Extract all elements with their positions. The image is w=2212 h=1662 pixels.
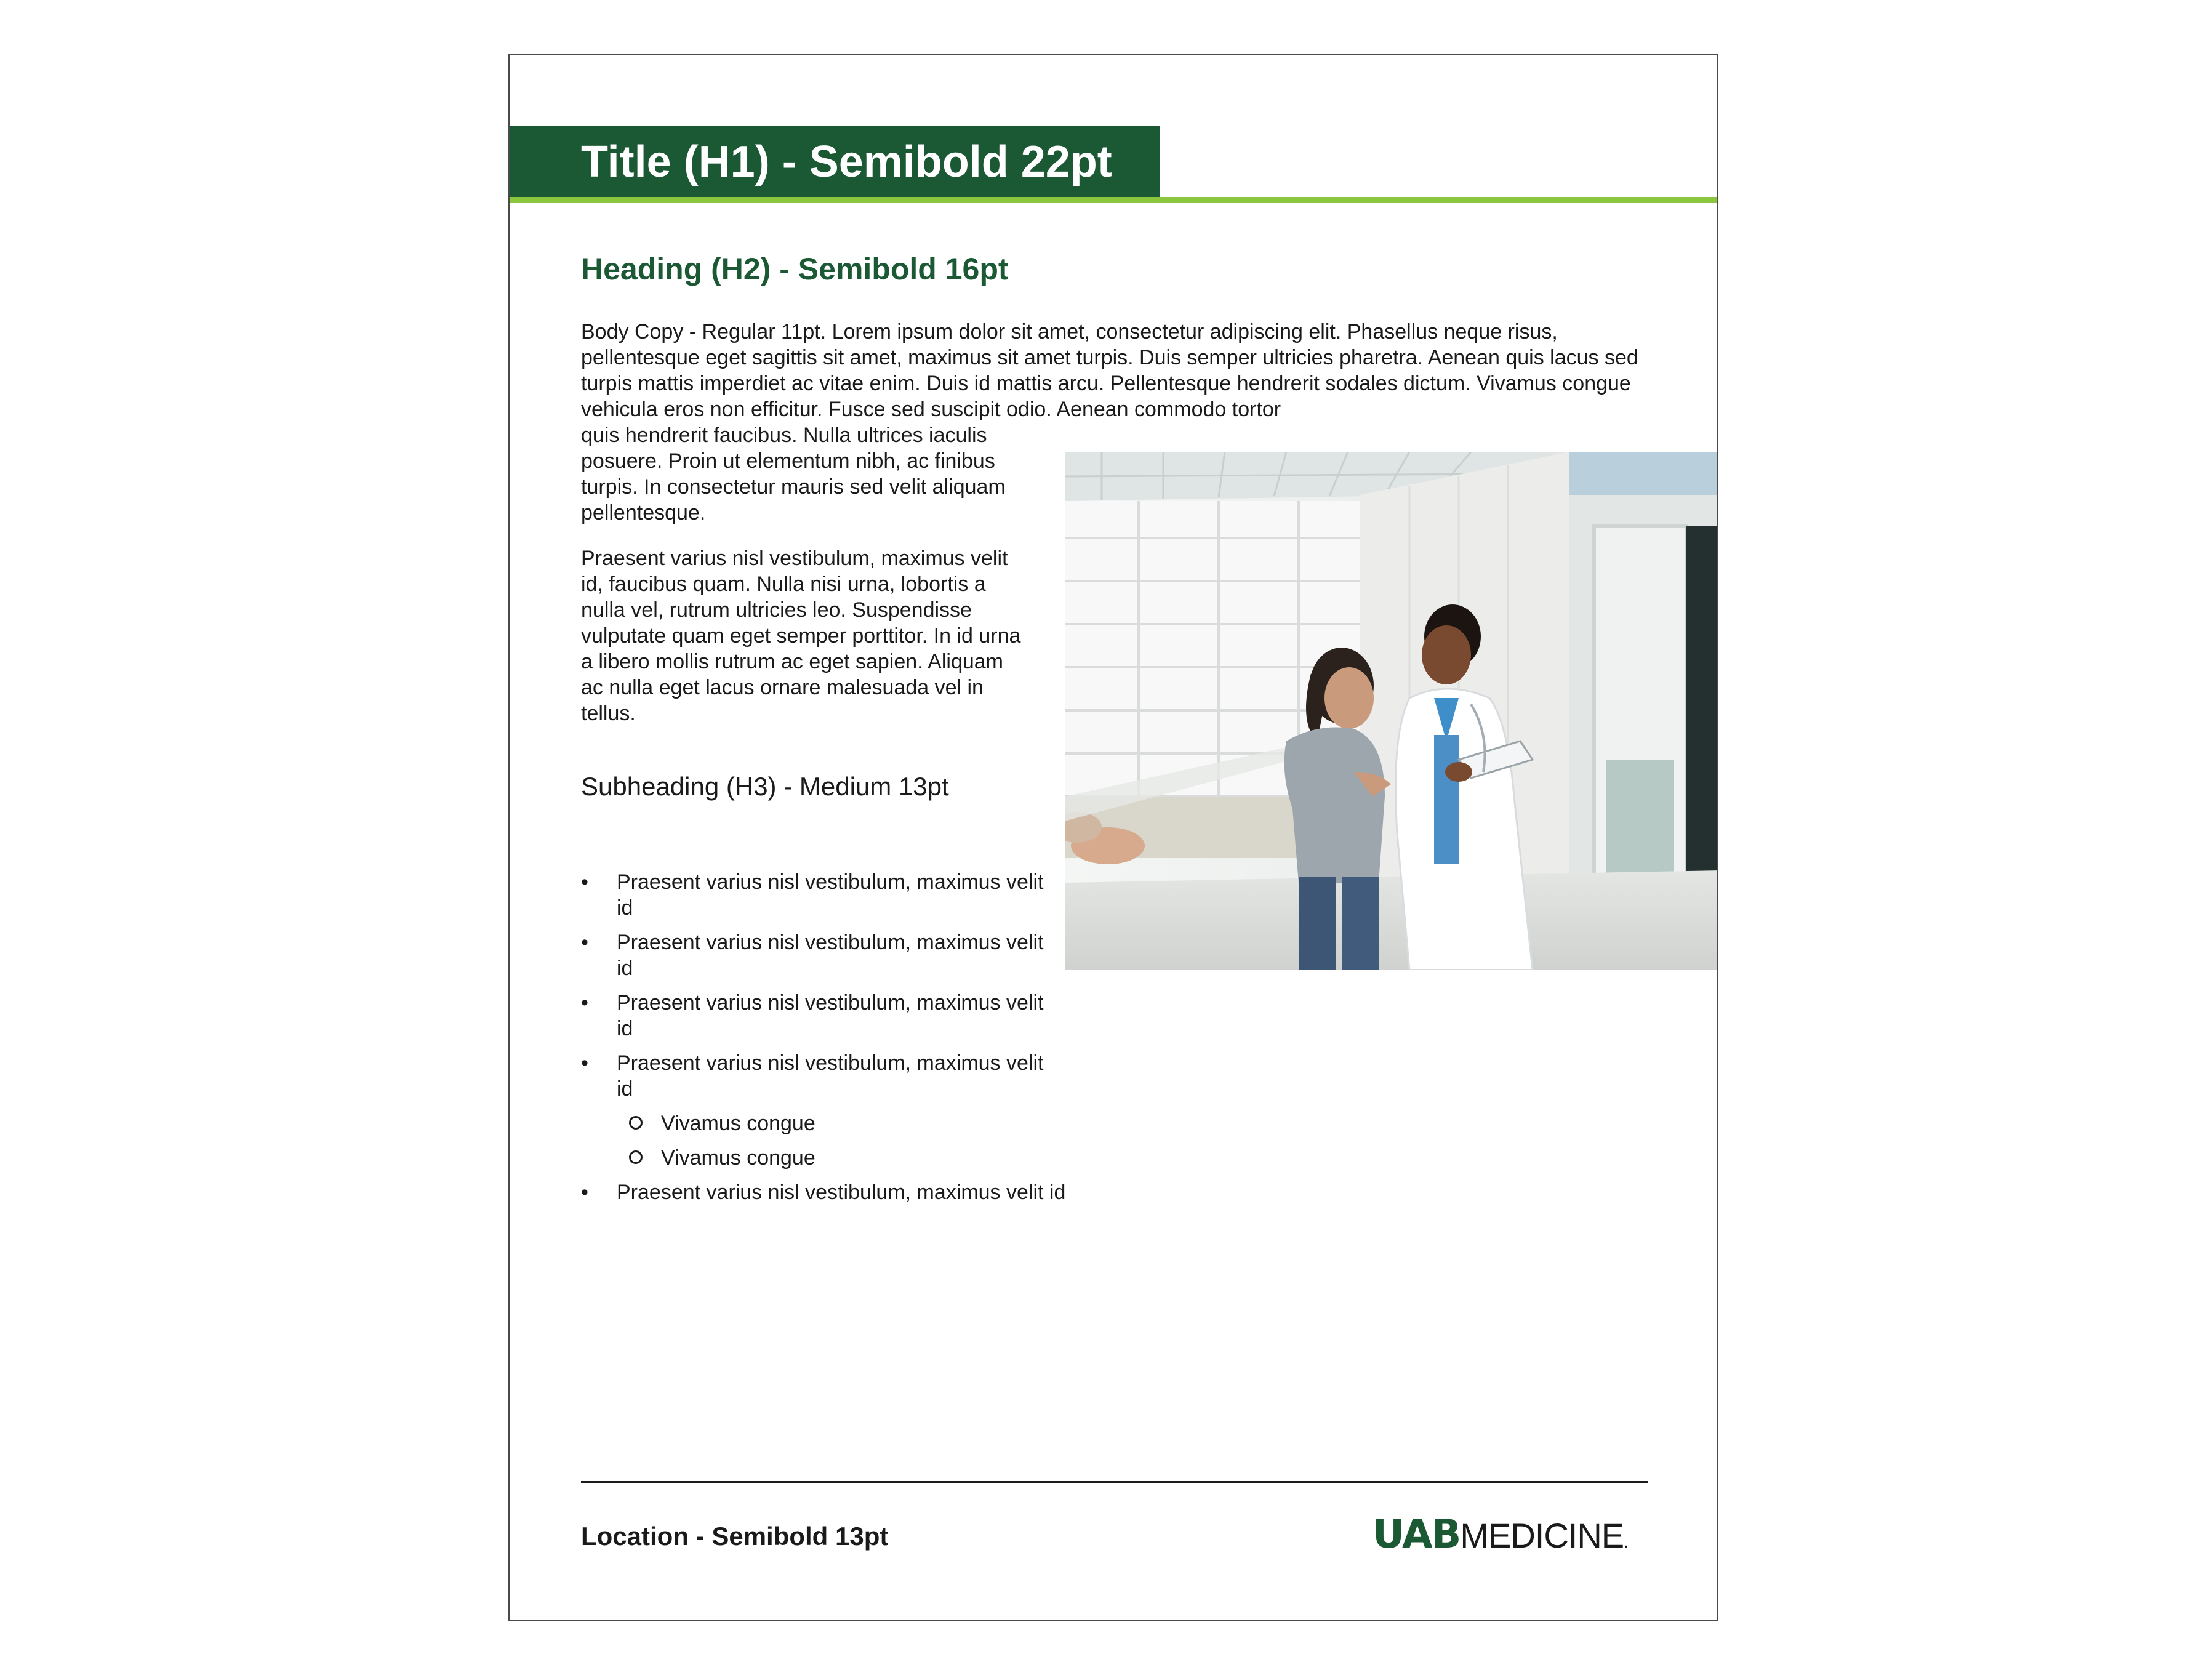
section-heading: Heading (H2) - Semibold 16pt — [581, 252, 1009, 286]
sub-list-item-text: Vivamus congue — [661, 1146, 815, 1170]
bullet-icon: • — [581, 991, 588, 1014]
title-band — [510, 126, 1160, 198]
list-item-text: Praesent varius nisl vestibulum, maximus velit id — [617, 991, 1044, 1040]
sub-list-item — [581, 1145, 1135, 1171]
doctor-patient-photo — [1065, 452, 1718, 970]
list-item-text: Praesent varius nisl vestibulum, maximus velit id — [617, 1181, 1066, 1204]
sub-bullet-list — [581, 1110, 1135, 1171]
list-item — [581, 1050, 1135, 1171]
intro-paragraph-continued: quis hendrerit faucibus. Nulla ultrices iaculis posuere. Proin ut elementum nibh, ac finibus turpis. In consectetur mauris sed velit aliquam pellentesque. — [581, 424, 1006, 524]
list-item — [581, 990, 1135, 1042]
list-item-text: Praesent varius nisl vestibulum, maximus velit id — [617, 1051, 1044, 1101]
list-item — [581, 1179, 1135, 1205]
document-page — [508, 54, 1718, 1621]
bullet-icon: • — [581, 931, 588, 954]
list-item — [581, 869, 1135, 921]
second-paragraph: Praesent varius nisl vestibulum, maximus velit id, faucibus quam. Nulla nisi urna, lobortis a nulla vel, rutrum ultricies leo. Suspendisse vulputate quam eget semper porttitor. In id urna a libero mollis rutrum ac eget sapien. Aliquam ac nulla eget lacus ornare malesuada vel in tellus. — [581, 547, 1021, 725]
bullet-icon: • — [581, 870, 588, 894]
page-title: Title (H1) - Semibold 22pt — [581, 137, 1112, 187]
sub-list-item — [581, 1110, 1135, 1136]
intro-paragraph: Body Copy - Regular 11pt. Lorem ipsum dolor sit amet, consectetur adipiscing elit. Phasellus neque risus, pellentesque eget sagittis sit amet, maximus sit amet turpis. Duis semper ultricies pharetra. Aenean quis lacus sed turpis mattis imperdiet ac vitae enim. Duis id mattis arcu. Pellentesque hendrerit sodales dictum. Vivamus congue vehicula eros non efficitur. Fusce sed suscipit odio. Aenean commodo tortor — [581, 320, 1638, 421]
title-accent-rule — [510, 197, 1718, 203]
sub-list-item-text: Vivamus congue — [661, 1112, 815, 1135]
hollow-circle-icon — [629, 1150, 643, 1164]
bullet-icon: • — [581, 1181, 588, 1204]
subheading: Subheading (H3) - Medium 13pt — [581, 772, 949, 801]
footer-location: Location - Semibold 13pt — [581, 1522, 889, 1551]
footer-divider — [581, 1481, 1648, 1483]
bullet-list — [581, 869, 1135, 1214]
list-item-text: Praesent varius nisl vestibulum, maximus velit id — [617, 931, 1044, 980]
logo-medicine-wordmark: MEDICINE — [1460, 1516, 1624, 1555]
logo-dot: . — [1624, 1532, 1629, 1552]
list-item-text: Praesent varius nisl vestibulum, maximus velit id — [617, 870, 1044, 920]
bullet-icon: • — [581, 1051, 588, 1075]
uab-medicine-logo — [1372, 1512, 1629, 1561]
list-item — [581, 929, 1135, 981]
logo-uab-wordmark: UAB — [1372, 1512, 1461, 1557]
hollow-circle-icon — [629, 1116, 643, 1130]
